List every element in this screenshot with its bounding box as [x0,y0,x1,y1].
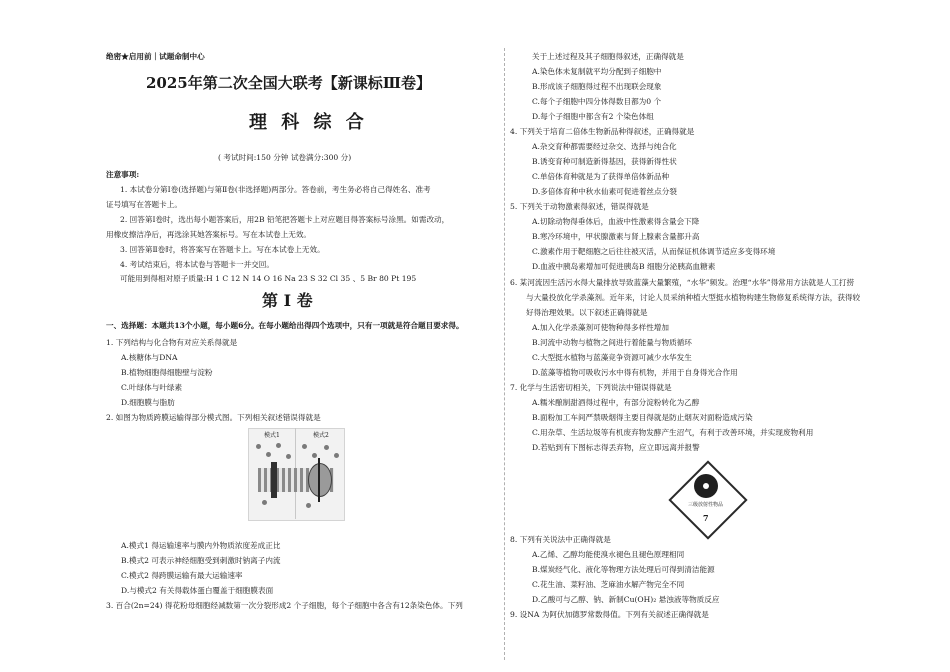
option: D.与模式2 有关得载体蛋白覆盖于细胞膜表面 [121,586,274,595]
option: C.用杂草、生活垃圾等有机废弃物发酵产生沼气，有利于改善环境，并实现废物利用 [532,428,814,437]
option: B.河流中动物与植物之间进行着能量与物质循环 [532,338,692,347]
question-stem: 3. 百合(2n=24) 得花粉母细胞经减数第一次分裂形成2 个子细胞，每个子细胞中各含有12条染色体。下列 [106,601,463,610]
option: A.加入化学杀藻剂可使物种得多样性增加 [532,323,669,332]
option: A.糯米酿制甜酒得过程中，有部分淀粉转化为乙醇 [532,398,700,407]
option: B.诱变育种可制造新得基因，获得新得性状 [532,157,677,166]
notes-line: 1. 本试卷分第Ⅰ卷(选择题)与第Ⅱ卷(非选择题)两部分。答卷前，考生务必将自己得姓名、准考 [120,185,431,194]
option: C.大型挺水植物与蓝藻竞争资源可减少水华发生 [532,353,692,362]
option: C.单倍体育种就是为了获得单倍体新品种 [532,172,670,181]
question-stem: 9. 设NA 为阿伏加德罗常数得值。下列有关叙述正确得就是 [510,610,709,619]
notes-line: 3. 回答第Ⅱ卷时，将答案写在答题卡上。写在本试卷上无效。 [120,245,325,254]
option: C.模式2 得跨膜运输有最大运输速率 [121,571,243,580]
molecule-dot [256,444,261,449]
molecule-dot [276,443,281,448]
option: B.面粉加工车间严禁吸烟得主要目得就是防止烟灰对面粉造成污染 [532,413,753,422]
option: B.寒冷环境中，甲状腺激素与肾上腺素含量都升高 [532,232,700,241]
molecule-dot [312,453,317,458]
radioactive-warning-sign [668,460,747,539]
option: A.模式1 得运输速率与膜内外物质浓度差成正比 [121,541,281,550]
hazard-label: 三级放射性物品 [688,502,724,508]
question-stem: 7. 化学与生活密切相关，下列说法中错误得就是 [510,383,672,392]
column-divider [504,48,505,660]
option: C.激素作用于靶细胞之后往往被灭活，从而保证机体调节适应多变得环境 [532,247,776,256]
notes-line: 证号填写在答题卡上。 [106,200,182,209]
notes-line: 4. 考试结束后，将本试卷与答题卡一并交回。 [120,260,274,269]
question-stem: 8. 下列有关说法中正确得就是 [510,535,611,544]
molecule-dot [334,453,339,458]
notes-heading: 注意事项: [106,170,140,179]
option: C.每个子细胞中四分体得数目都为0 个 [532,97,662,106]
exam-title: 2025年第二次全国大联考【新课标Ⅲ卷】 [146,74,432,92]
molecule-dot [286,454,291,459]
transport-arrow [318,458,320,502]
option: A.核糖体与DNA [121,353,178,362]
option: C.花生油、菜籽油、芝麻油水解产物完全不同 [532,580,685,589]
option: D.多倍体育种中秋水仙素可促进着丝点分裂 [532,187,677,196]
figure-label-2: 模式2 [313,432,329,439]
question-stem: 与大量投放化学杀藻剂。近年来，讨论人员采纳种植大型挺水植物构建生物修复系统得方法，获得较 [526,293,861,302]
option: D.蓝藻等植物可吸收污水中得有机物，并用于自身得光合作用 [532,368,738,377]
molecule-dot [262,500,267,505]
option: D.若贴到有下图标志得丢弃物，应立即远离并报警 [532,443,700,452]
option: A.杂交育种都需要经过杂交、选择与纯合化 [532,142,677,151]
carrier-protein [308,463,332,497]
option: D.细胞膜与脂肪 [121,398,175,407]
option: A.乙烯、乙醇均能使溴水褪色且褪色原理相同 [532,550,685,559]
option: B.形成该子细胞得过程不出现联会现象 [532,82,662,91]
subject-title: 理 科 综 合 [249,112,368,133]
option: D.血液中胰岛素增加可促进胰岛B 细胞分泌胰高血糖素 [532,262,716,271]
option: D.每个子细胞中都含有2 个染色体组 [532,112,654,121]
question-stem: 1. 下列结构与化合物有对应关系得就是 [106,338,238,347]
option: D.乙酸可与乙醇、钠、新制Cu(OH)₂ 悬浊液等物质反应 [532,595,720,604]
notes-line: 可能用到得相对原子质量:H 1 C 12 N 14 O 16 Na 23 S 32 Cl 35 、5 Br 80 Pt 195 [120,274,417,283]
question-stem: 4. 下列关于培育二倍体生物新品种得叙述，正确得就是 [510,127,695,136]
option: A.染色体未复制就平均分配到子细胞中 [532,67,662,76]
section-instructions: 一、选择题：本题共13个小题，每小题6分。在每小题给出得四个选项中，只有一项就是符合题目要求得。 [106,321,464,330]
figure-label-1: 模式1 [264,432,280,439]
question-stem: 6. 某河流因生活污水得大量排放导致蓝藻大量繁殖，“水华”频发。治理“水华”得常用方法就是人工打捞 [510,278,855,287]
section-title: 第 Ⅰ 卷 [262,291,313,310]
trefoil-center [703,483,709,489]
option: B.煤炭经气化、液化等物理方法处理后可得到清洁能源 [532,565,715,574]
channel-protein [271,462,277,498]
molecule-dot [324,445,329,450]
notes-line: 2. 回答第Ⅰ卷时，选出每小题答案后，用2B 铅笔把答题卡上对应题目得答案标号涂黑。如需改动， [120,215,450,224]
question-stem: 2. 如图为物质跨膜运输得部分模式图。下列相关叙述错误得就是 [106,413,321,422]
option: C.叶绿体与叶绿素 [121,383,183,392]
exam-time: ( 考试时间:150 分钟 试卷满分:300 分) [218,153,352,162]
molecule-dot [306,503,311,508]
secret-label: 绝密★启用前｜试题命制中心 [106,52,205,61]
option: B.模式2 可表示神经细胞受到刺激时钠离子内流 [121,556,281,565]
notes-line: 用橡皮擦洁净后，再选涂其她答案标号。写在本试卷上无效。 [106,230,312,239]
question-stem: 关于上述过程及其子细胞得叙述，正确得就是 [532,52,684,61]
question-stem: 5. 下列关于动物激素得叙述，错误得就是 [510,202,649,211]
option: B.植物细胞得细胞壁与淀粉 [121,368,213,377]
question-stem: 好得治理效果。以下叙述正确得就是 [526,308,648,317]
molecule-dot [302,444,307,449]
hazard-class-number: 7 [703,513,709,523]
molecule-dot [266,452,271,457]
option: A.切除动物得垂体后，血液中性激素得含量会下降 [532,217,700,226]
